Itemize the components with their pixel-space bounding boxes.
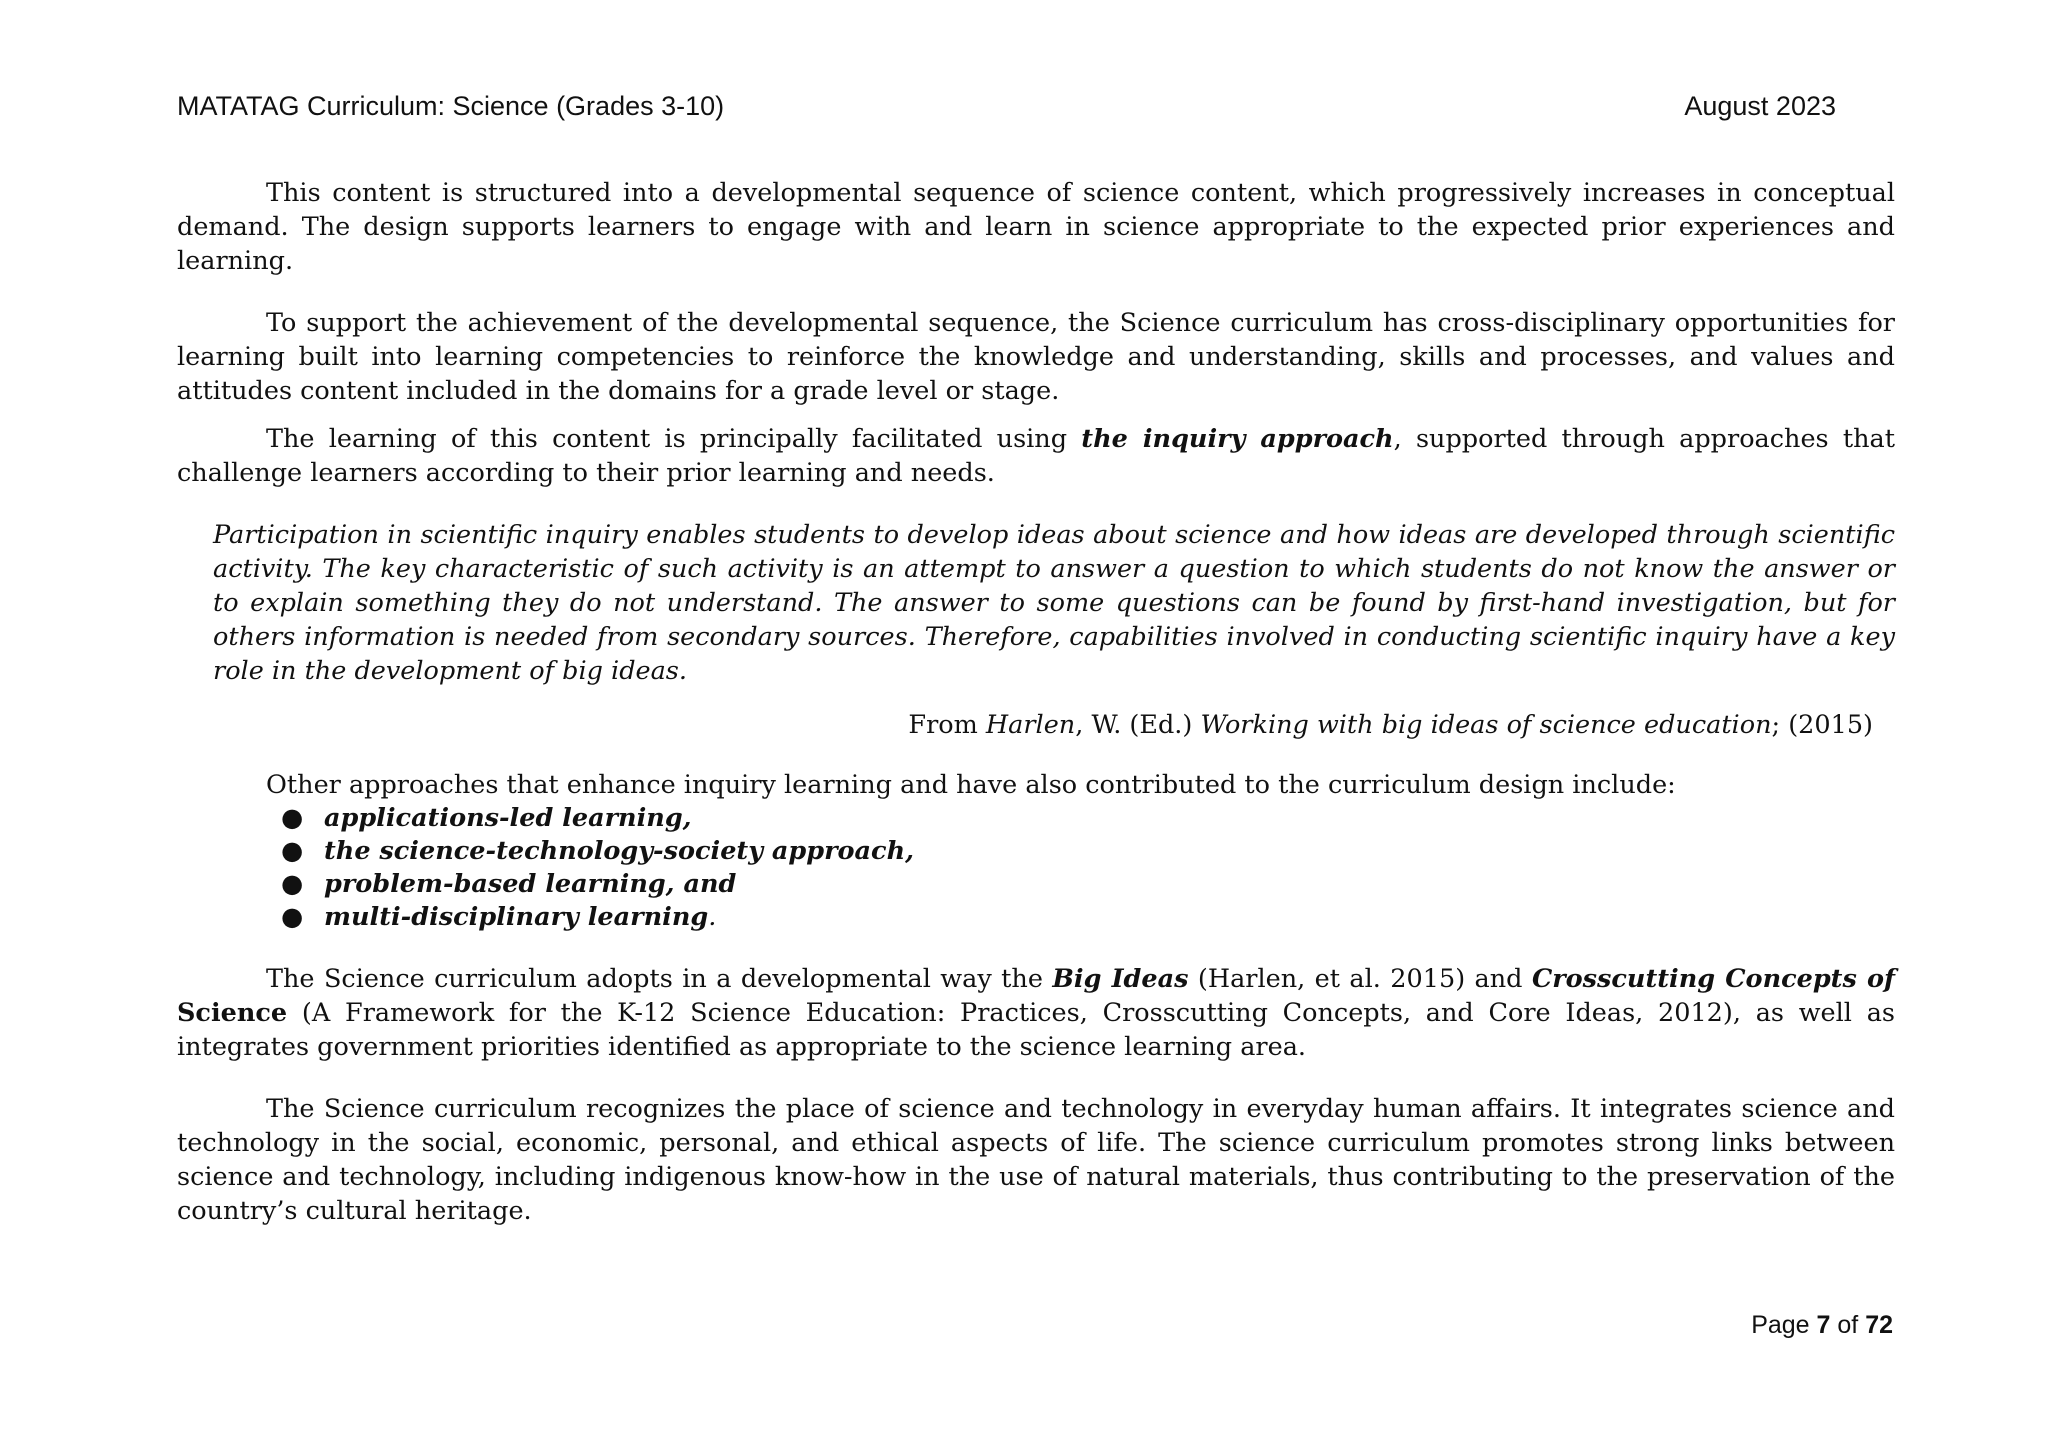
header-title: MATATAG Curriculum: Science (Grades 3-10): [177, 91, 725, 121]
total-pages: 72: [1865, 1311, 1893, 1339]
big-ideas-emphasis: Big Ideas: [1052, 964, 1189, 994]
page-label: Page: [1751, 1311, 1817, 1339]
approaches-list: [177, 802, 1895, 934]
citation-work: Working with big ideas of science education: [1200, 710, 1772, 740]
bullet-icon: ●: [281, 902, 304, 932]
big-ideas-text-3: (A Framework for the K-12 Science Education: Practices, Crosscutting Concepts, and Core Ideas, 2012), as well as integrates government priorities identified as appropriate to the science learning area.: [177, 998, 1895, 1062]
approach-label: applications-led learning,: [324, 803, 692, 833]
list-item: [281, 835, 1895, 868]
science-emphasis: Science: [177, 998, 288, 1028]
citation-from: From: [908, 710, 986, 740]
paragraph-developmental-sequence: This content is structured into a developmental sequence of science content, which progressively increases in conceptual demand. The design supports learners to engage with and learn in science appropriate to the expected prior experiences and learning.: [177, 178, 1895, 276]
inquiry-text-after: , supported through approaches that challenge learners according to their prior learning and needs.: [177, 424, 1895, 488]
paragraph-science-technology: The Science curriculum recognizes the place of science and technology in everyday human affairs. It integrates science and technology in the social, economic, personal, and ethical aspects of life. The science curriculum promotes strong links between science and technology, including indigenous know-how in the use of natural materials, thus contributing to the preservation of the country’s cultural heritage.: [177, 1094, 1895, 1226]
big-ideas-text-2: (Harlen, et al. 2015) and: [1188, 964, 1532, 994]
list-item: [281, 802, 1895, 835]
bullet-icon: ●: [281, 869, 304, 899]
page-number: [1751, 1308, 1893, 1342]
citation-editor: , W. (Ed.): [1075, 710, 1201, 740]
bullet-icon: ●: [281, 836, 304, 866]
approaches-intro: Other approaches that enhance inquiry learning and have also contributed to the curriculum design include:: [266, 770, 1676, 800]
crosscutting-concepts-emphasis: Crosscutting Concepts of: [1531, 964, 1895, 994]
page-header: [177, 86, 1836, 126]
quote-citation: [177, 708, 1895, 742]
header-date: August 2023: [1684, 91, 1836, 121]
block-quote: Participation in scientific inquiry enables students to develop ideas about science and how ideas are developed through scientific activity. The key characteristic of such activity is an attempt to answer a question to which students do not know the answer or to explain something they do not understand. The answer to some questions can be found by first-hand investigation, but for others information is needed from secondary sources. Therefore, capabilities involved in conducting scientific inquiry have a key role in the development of big ideas.: [213, 520, 1895, 686]
citation-year: ; (2015): [1771, 710, 1873, 740]
approach-label: multi-disciplinary learning: [324, 902, 709, 932]
list-item: [281, 901, 1895, 934]
inquiry-text-before: The learning of this content is principally facilitated using: [266, 424, 1082, 454]
paragraph-cross-disciplinary: To support the achievement of the developmental sequence, the Science curriculum has cross-disciplinary opportunities for learning built into learning competencies to reinforce the knowledge and understanding, skills and processes, and values and attitudes content included in the domains for a grade level or stage.: [177, 308, 1895, 406]
bullet-icon: ●: [281, 803, 304, 833]
inquiry-approach-emphasis: the inquiry approach: [1081, 424, 1394, 454]
paragraph-inquiry-approach: [177, 422, 1895, 490]
of-label: of: [1830, 1311, 1866, 1339]
document-body: [177, 176, 1895, 1228]
approach-label: problem-based learning, and: [324, 869, 737, 899]
approach-label: the science-technology-society approach,: [324, 836, 914, 866]
citation-author: Harlen: [985, 710, 1076, 740]
paragraph-big-ideas: [177, 962, 1895, 1064]
list-item: [281, 868, 1895, 901]
big-ideas-text-1: The Science curriculum adopts in a developmental way the: [266, 964, 1053, 994]
current-page: 7: [1816, 1311, 1831, 1339]
approach-period: .: [708, 902, 717, 932]
